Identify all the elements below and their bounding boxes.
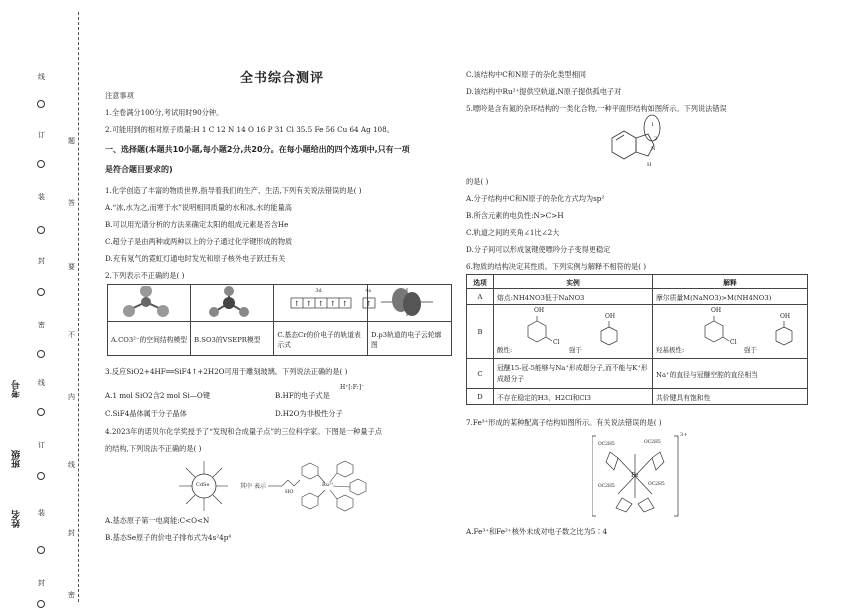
ethoxy-label-3: OC2H5: [598, 484, 615, 489]
binding-hole-icon: [37, 288, 45, 296]
purine-figure: [596, 112, 676, 176]
section-heading-2: 是符合题目要求的): [105, 165, 173, 174]
binding-line-char: 封: [38, 257, 45, 265]
page-title: 全书综合测评: [240, 71, 325, 86]
purine-n-label: N: [651, 146, 656, 152]
question-5-line-2: 的是( ): [466, 177, 489, 186]
binding-line-char: 封: [38, 579, 45, 587]
q5-option-b: B.所含元素的电负性:N>C>H: [466, 211, 564, 220]
q6-row-b: [467, 305, 808, 359]
q5-option-d: D.分子间可以形成氢键使嘌呤分子变得更稳定: [466, 245, 611, 254]
fe-center-label: Fe: [631, 472, 639, 479]
oh-label: OH: [534, 306, 545, 314]
svg-text:↑: ↑: [342, 300, 349, 308]
svg-text:↑: ↑: [366, 300, 373, 308]
fe-complex-figure: [592, 432, 688, 520]
complex-charge-label: 3+: [680, 432, 688, 438]
q6-header-explanation: 解释: [653, 275, 808, 289]
q4-option-b: B.基态Se原子的价电子排布式为4s²4p⁴: [105, 533, 232, 542]
q6-b-example-cell: [494, 305, 653, 359]
orbital-boxes-icon: [277, 296, 387, 316]
name-label: 姓名: [12, 510, 22, 528]
q1-option-a: A.“冰,水为之,而寒于水”说明相同质量的水和冰,水的能量高: [105, 203, 292, 212]
binding-line-char: 封: [68, 529, 75, 537]
co3-model-cell: [108, 285, 191, 322]
binding-line-char: 密: [68, 591, 75, 599]
q1-option-c: C.超分子是由两种或两种以上的分子通过化学键形成的物质: [105, 237, 293, 246]
binding-line-char: 线: [38, 73, 45, 81]
section-heading-1: 一、选择题(本题共10小题,每小题2分,共20分。在每小题给出的四个选项中,只有一项: [105, 145, 410, 154]
binding-hole-icon: [37, 350, 45, 358]
binding-hole-icon: [37, 160, 45, 168]
so3-vsepr-model-icon: [194, 286, 264, 318]
stronger-label: 强于: [569, 345, 582, 354]
binding-line-char: 答: [68, 199, 75, 207]
binding-line-char: 装: [38, 193, 45, 201]
so3-model-cell: [191, 285, 274, 322]
q6-row-a: [467, 289, 808, 305]
binding-line-char: 装: [38, 509, 45, 517]
ru-center-label: Ru²⁺: [322, 482, 334, 488]
binding-line-char: 订: [38, 441, 45, 449]
q4-option-d: D.该结构中Ru²⁺提供空轨道,N原子提供孤电子对: [466, 87, 622, 96]
q6-cell: 共价键具有饱和性: [653, 389, 808, 405]
oh-label-3: OH: [711, 306, 722, 314]
ethoxy-label-1: OC2H5: [598, 442, 615, 447]
q6-header-example: 实例: [494, 275, 653, 289]
hf-electron-formula: H⁺[:F:]⁻: [340, 384, 365, 391]
q6-cell: Na⁺的直径与冠醚空腔的直径相当: [653, 359, 808, 389]
binding-line-char: 题: [68, 137, 75, 145]
class-label: 班级: [12, 450, 22, 468]
notice-heading: 注意事项: [105, 91, 134, 100]
q2-option-b-label: B.SO3的VSEPR模型: [191, 322, 274, 356]
q4-figure-note: 其中: [240, 483, 253, 490]
acidity-label: 酸性:: [497, 345, 513, 354]
binding-line-char: 订: [38, 131, 45, 139]
svg-text:↑: ↑: [306, 300, 313, 308]
q6-cell: D: [467, 389, 494, 405]
q6-cell: 冠醚15-冠-5能够与Na⁺形成超分子,而不能与K⁺形成超分子: [494, 359, 653, 389]
notice-line-1: 1.全卷满分100分,考试用时90分钟。: [105, 108, 224, 117]
question-1: 1.化学创造了丰富的物质世界,指导着我们的生产、生活,下列有关说法错误的是( ): [105, 186, 362, 195]
purine-structure-icon: [596, 112, 676, 176]
notice-line-2: 2.可能用到的相对原子质量:H 1 C 12 N 14 O 16 P 31 Cl 35.5 Fe 56 Cu 64 Ag 108。: [105, 125, 394, 134]
angle-2-label: 2: [654, 136, 658, 142]
q6-cell: B: [467, 305, 494, 359]
question-4-line-1: 4.2023年的诺贝尔化学奖授予了“发现和合成量子点”的三位科学家。下图是一种量子点: [105, 427, 382, 436]
question-6: 6.物质的结构决定其性质。下列实例与解释不相符的是( ): [466, 262, 647, 271]
binding-dashed-line: [78, 12, 79, 602]
question-3: 3.反应SiO2+4HF══SiF4↑+2H2O可用于雕刻玻璃。下列说法正确的是( ): [105, 367, 348, 376]
ethoxy-label-2: OC2H5: [644, 440, 661, 445]
binding-margin: [0, 0, 84, 608]
angle-1-label: 1: [651, 122, 655, 128]
binding-hole-icon: [37, 100, 45, 108]
exam-number-label: 考号: [12, 380, 22, 398]
q6-cell: A: [467, 289, 494, 305]
q6-cell: 不存在稳定的H3、H2Cl和Cl3: [494, 389, 653, 405]
q6-table: [466, 274, 808, 405]
question-4-line-2: 的结构,下列说法不正确的是( ): [105, 444, 202, 453]
q5-option-c: C.轨道之间的夹角∠1比∠2大: [466, 228, 560, 237]
binding-line-char: 内: [68, 393, 75, 401]
purine-h-label: H: [647, 162, 652, 168]
binding-line-char: 线: [68, 461, 75, 469]
cl-label-2: Cl: [730, 338, 737, 346]
q6-b-explanation-cell: [653, 305, 808, 359]
q3-option-d: D.H2O为非极性分子: [275, 409, 343, 418]
q5-option-a: A.分子结构中C和N原子的杂化方式均为sp²: [466, 194, 605, 203]
q2-option-c-label: C.基态Cr的价电子的轨道表示式: [274, 322, 368, 356]
binding-hole-icon: [37, 226, 45, 234]
q3-option-c: C.SiF4晶体属于分子晶体: [105, 409, 187, 418]
quantum-dot-figure: [170, 455, 370, 517]
binding-hole-icon: [37, 408, 45, 416]
binding-line-char: 线: [38, 379, 45, 387]
co3-ball-model-icon: [111, 286, 181, 318]
cdse-core-label: CdSe: [196, 482, 210, 488]
cr-orbital-cell: [274, 285, 373, 322]
stronger-label-2: 强于: [744, 345, 757, 354]
q7-option-a: A.Fe³⁺和Fe²⁺核外未成对电子数之比为5∶4: [466, 527, 608, 536]
q6-cell: 摩尔质量M(NaNO3)>M(NH4NO3): [653, 289, 808, 305]
q4-figure-note-2: 表示: [254, 483, 267, 490]
question-7: 7.Fe³⁺形成的某种配离子结构如图所示。有关说法错误的是( ): [466, 418, 662, 427]
cl-label: Cl: [553, 338, 560, 346]
binding-line-char: 要: [68, 263, 75, 271]
q1-option-b: B.可以用光谱分析的方法来确定太阳的组成元素是否含He: [105, 220, 289, 229]
q1-option-d: D.充有氖气的霓虹灯通电时发光和原子核外电子跃迁有关: [105, 254, 286, 263]
q6-cell: 熔点:NH4NO3低于NaNO3: [494, 289, 653, 305]
svg-text:↑: ↑: [330, 300, 337, 308]
q6-cell: C: [467, 359, 494, 389]
polarity-label: 羟基极性:: [656, 345, 685, 354]
q2-option-a-label: A.CO3²⁻的空间结构模型: [108, 322, 191, 356]
question-5-line-1: 5.嘌呤是含有氮的杂环结构的一类化合物,一种平面形结构如图所示。下列说法错误: [466, 104, 727, 113]
q2-options-table: [107, 284, 452, 356]
q2-option-d-label: D.p3轨道的电子云轮廓图: [368, 322, 452, 356]
oh-label-2: OH: [605, 312, 616, 320]
binding-hole-icon: [37, 600, 45, 608]
oh-label-4: OH: [780, 312, 791, 320]
svg-text:↑: ↑: [318, 300, 325, 308]
q4-option-a: A.基态原子第一电离能:C<O<N: [105, 516, 210, 525]
q6-row-c: [467, 359, 808, 389]
q6-row-d: [467, 389, 808, 405]
q4-option-c: C.该结构中C和N原子的杂化类型相同: [466, 70, 586, 79]
binding-hole-icon: [37, 472, 45, 480]
binding-line-char: 不: [68, 331, 75, 339]
question-2: 2.下列表示不正确的是( ): [105, 271, 185, 280]
orbital-3d-label: 3d: [315, 288, 322, 294]
binding-hole-icon: [37, 546, 45, 554]
q3-option-b: B.HF的电子式是: [275, 391, 330, 400]
q6-header-option: 选项: [467, 275, 494, 289]
ethoxy-label-4: OC2H5: [648, 482, 665, 487]
ho-label: HO: [285, 489, 294, 495]
svg-text:↑: ↑: [294, 300, 301, 308]
orbital-4s-label: 4s: [365, 288, 372, 294]
q3-option-a: A.1 mol SiO2含2 mol Si—O键: [105, 391, 211, 400]
binding-line-char: 密: [38, 321, 45, 329]
